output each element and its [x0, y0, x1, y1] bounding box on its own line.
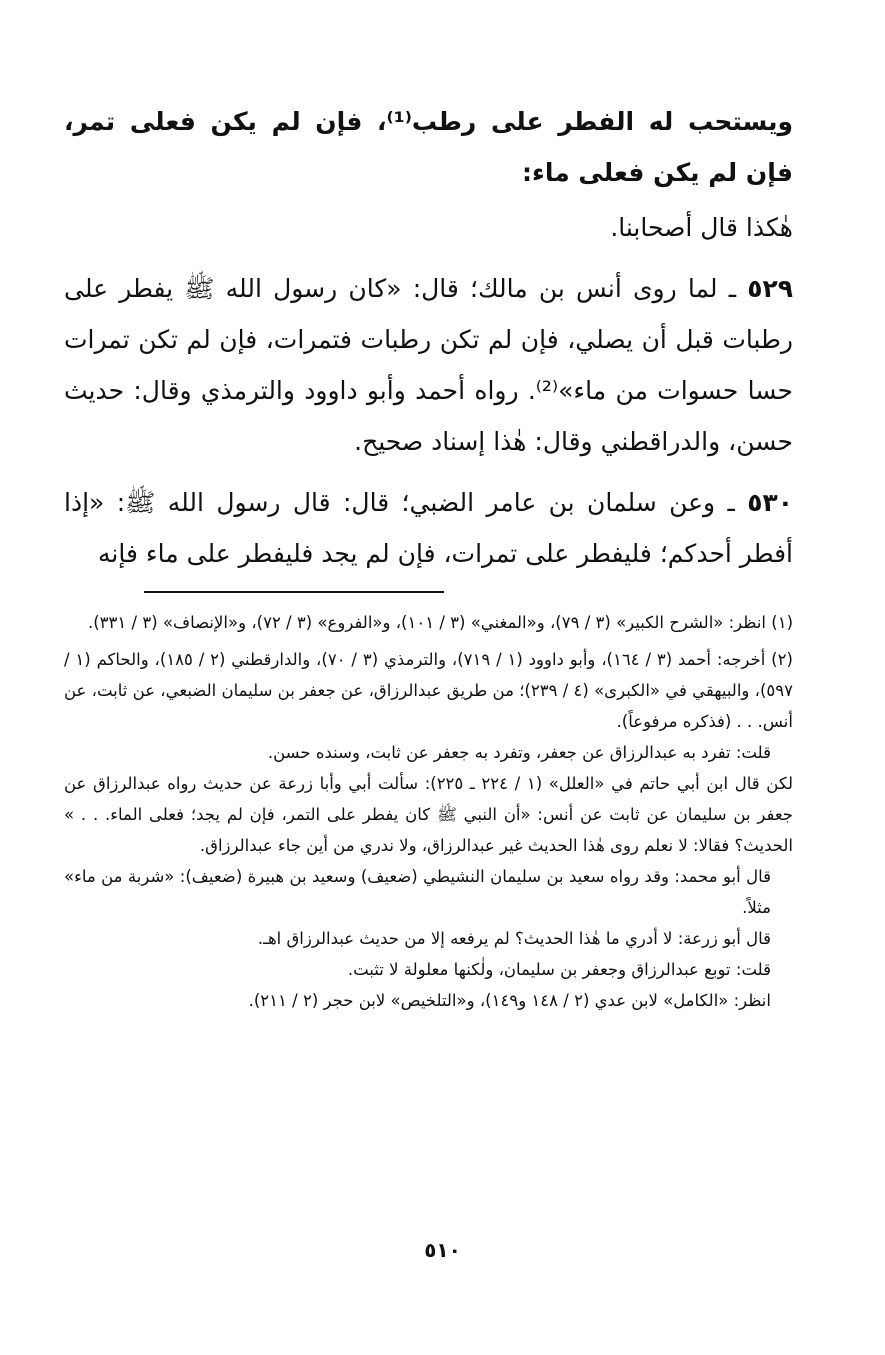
- hadith-number: ٥٣٠: [747, 488, 793, 517]
- footnote-separator: [144, 591, 444, 593]
- footnote-1: (١) انظر: «الشرح الكبير» (٣ / ٧٩)، و«المغني» (٣ / ١٠١)، و«الفروع» (٣ / ٧٢)، و«الإنصاف» (٣ / ٣٣١).: [87, 613, 793, 632]
- ashab-statement: هٰكذا قال أصحابنا.: [610, 213, 793, 242]
- hadith-530: [64, 477, 793, 579]
- footnotes: [64, 607, 793, 1016]
- page-number: ٥١٠: [424, 1238, 461, 1262]
- footnote-2-comment-2: قلت: توبع عبدالرزاق وجعفر بن سليمان، ولٰكنها معلولة لا تثبت.: [347, 960, 771, 979]
- hadith-529: [64, 263, 793, 467]
- hadith-text: ـ وعن سلمان بن عامر الضبي؛ قال: قال رسول الله ﷺ: «إذا أفطر أحدكم؛ فليفطر على تمرات، فإن لم يجد فليفطر على ماء فإنه: [64, 488, 793, 568]
- footnote-2: (٢) أخرجه: أحمد (٣ / ١٦٤)، وأبو داوود (١ / ٧١٩)، والترمذي (٣ / ٧٠)، والدارقطني (٢ / ١٨٥)، والحاكم (١ / ٥٩٧)، والبيهقي في «الكبرى» (٤ / ٢٣٩)؛ من طريق عبدالرزاق، عن جعفر بن سليمان الضبعي، عن ثابت، عن أنس. . . (فذكره مرفوعاً).: [64, 650, 793, 731]
- footnote-2-comment: قلت: تفرد به عبدالرزاق عن جعفر، وتفرد به جعفر عن ثابت، وسنده حسن.: [267, 743, 771, 762]
- hadith-text: ـ لما روى أنس بن مالك؛ قال: «كان رسول الله ﷺ يفطر على رطبات قبل أن يصلي، فإن لم تكن رطبات فتمرات، فإن لم تكن تمرات حسا حسوات من ماء»⁽²⁾. رواه أحمد وأبو داوود والترمذي وقال: حديث حسن، والدراقطني وقال: هٰذا إسناد صحيح.: [64, 274, 793, 456]
- footnote-2-abu-zura: قال أبو زرعة: لا أدري ما هٰذا الحديث؟ لم يرفعه إلا من حديث عبدالرزاق اهـ.: [257, 929, 771, 948]
- hadith-number: ٥٢٩: [747, 274, 793, 303]
- footnote-2-abu-muhammad: قال أبو محمد: وقد رواه سعيد بن سليمان النشيطي (ضعيف) وسعيد بن هبيرة (ضعيف): «شربة من ماء» مثلاً.: [64, 867, 771, 917]
- footnote-2-ilal: لكن قال ابن أبي حاتم في «العلل» (١ / ٢٢٤ ـ ٢٢٥): سألت أبي وأبا زرعة عن حديث رواه عبدالرزاق عن جعفر بن سليمان عن ثابت عن أنس: «أن النبي ﷺ كان يفطر على التمر، فإن لم يجد؛ فعلى الماء. . . » الحديث؟ فقالا: لا نعلم روى هٰذا الحديث غير عبدالرزاق، ولا ندري من أين جاء عبدالرزاق.: [64, 774, 793, 855]
- main-text: [64, 96, 793, 579]
- footnote-separator-wrap: [64, 591, 793, 593]
- footnote-2-references: انظر: «الكامل» لابن عدي (٢ / ١٤٨ و١٤٩)، و«التلخيص» لابن حجر (٢ / ٢١١).: [248, 991, 771, 1010]
- fast-breaking-heading: ويستحب له الفطر على رطب⁽¹⁾، فإن لم يكن فعلى تمر، فإن لم يكن فعلى ماء:: [64, 107, 794, 187]
